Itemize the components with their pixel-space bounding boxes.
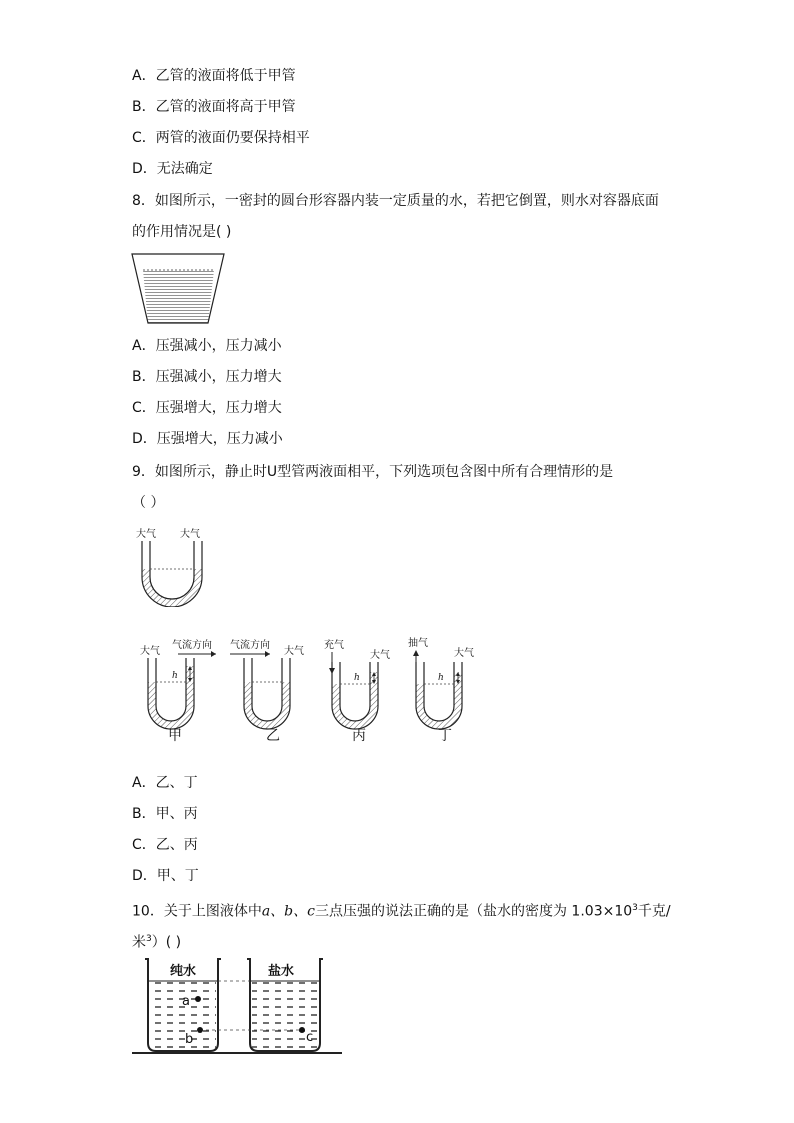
yi-caption: 乙 — [266, 728, 280, 744]
q10-stem-exponent: 3 — [632, 903, 638, 913]
q10-stem-line1 — [132, 898, 671, 922]
u-tube-bing-figure — [322, 636, 402, 746]
ding-right-label: 大气 — [454, 648, 474, 659]
q8-option-b: B．压强减小，压力增大 — [132, 369, 282, 385]
q8-stem-line1: 8．如图所示，一密封的圆台形容器内装一定质量的水，若把它倒置，则水对容器底面 — [132, 193, 659, 209]
q10-stem-part-c: 千克/ — [637, 903, 671, 920]
pure-water-label: 纯水 — [170, 964, 197, 979]
u-tube-jia-figure — [138, 636, 218, 746]
q8-option-a: A．压强减小，压力减小 — [132, 338, 282, 354]
q8-option-d: D．压强增大，压力减小 — [132, 431, 283, 447]
salt-water-label: 盐水 — [268, 964, 295, 979]
q10-stem-unit: 米 — [132, 934, 146, 951]
jia-left-label: 大气 — [140, 646, 160, 657]
q8-stem-line2: 的作用情况是( ) — [132, 224, 232, 240]
q9-option-b: B．甲、丙 — [132, 806, 198, 822]
q10-stem-vars: a、b、c — [261, 903, 315, 920]
beakers-figure — [130, 955, 344, 1057]
bing-left-label: 充气 — [324, 640, 344, 651]
q10-stem-unit-exponent: 3 — [146, 934, 152, 944]
point-c-label: c — [306, 1030, 314, 1045]
q9-stem-line2: （ ） — [132, 495, 165, 511]
ding-caption: 丁 — [438, 728, 452, 744]
frustum-container-figure — [130, 252, 226, 326]
q10-stem-line2 — [132, 929, 181, 953]
q8-option-c: C．压强增大，压力增大 — [132, 400, 282, 416]
bing-caption: 丙 — [352, 728, 366, 744]
q7-option-d: D．无法确定 — [132, 161, 213, 177]
u-tube-left-label: 大气 — [136, 529, 156, 540]
u-tube-right-label: 大气 — [180, 529, 200, 540]
jia-right-label: 气流方向 — [172, 640, 212, 651]
u-tube-ding-figure — [406, 634, 486, 746]
bing-h-label: h — [354, 673, 360, 683]
q10-stem-part-b: 三点压强的说法正确的是（盐水的密度为 1.03×10 — [314, 903, 633, 920]
jia-h-label: h — [172, 671, 178, 681]
point-a-label: a — [182, 994, 190, 1009]
q10-stem-part-a: 10．关于上图液体中 — [132, 903, 262, 920]
u-tube-yi-figure — [228, 636, 312, 746]
yi-right-label: 大气 — [284, 646, 304, 657]
bing-right-label: 大气 — [370, 650, 390, 661]
q9-stem-line1: 9．如图所示，静止时U型管两液面相平，下列选项包含图中所有合理情形的是 — [132, 464, 614, 480]
q7-option-c: C．两管的液面仍要保持相平 — [132, 130, 310, 146]
q10-stem-bracket: ）( ) — [151, 934, 182, 951]
ding-left-label: 抽气 — [408, 638, 428, 649]
point-b-label: b — [185, 1032, 194, 1047]
jia-caption: 甲 — [168, 728, 182, 744]
q7-option-a: A．乙管的液面将低于甲管 — [132, 68, 296, 84]
ding-h-label: h — [438, 673, 444, 683]
q7-option-b: B．乙管的液面将高于甲管 — [132, 99, 296, 115]
u-tube-equal-figure — [132, 525, 214, 607]
q9-option-d: D．甲、丁 — [132, 868, 199, 884]
q9-option-c: C．乙、丙 — [132, 837, 198, 853]
q9-option-a: A．乙、丁 — [132, 775, 198, 791]
yi-left-label: 气流方向 — [230, 640, 270, 651]
